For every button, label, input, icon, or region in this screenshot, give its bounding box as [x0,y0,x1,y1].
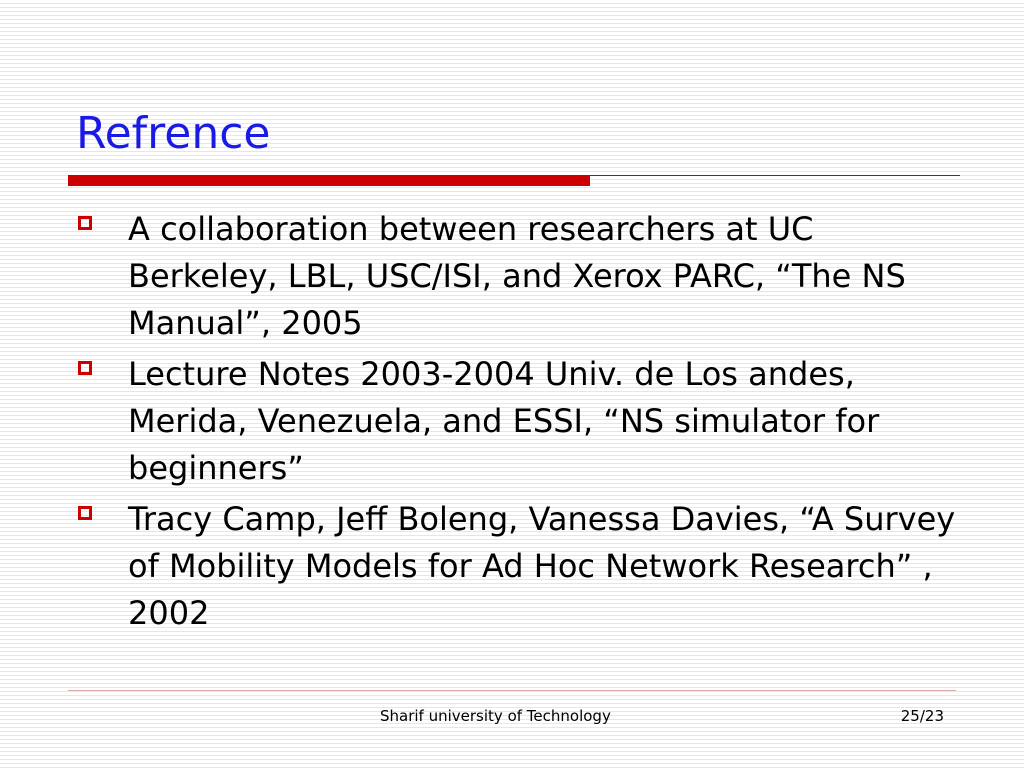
hollow-square-bullet-icon [78,361,92,375]
reference-text: A collaboration between researchers at UC Berkeley, LBL, USC/ISI, and Xerox PARC, “The NS Manual”, 2005 [128,210,906,342]
hollow-square-bullet-icon [78,506,92,520]
reference-text: Lecture Notes 2003-2004 Univ. de Los andes, Merida, Venezuela, and ESSI, “NS simulator for beginners” [128,355,880,487]
reference-item [76,496,956,637]
footer-institution: Sharif university of Technology [380,707,611,725]
reference-item [76,206,956,347]
footer-divider [68,690,956,691]
title-underline-thick [68,175,590,186]
footer-page-number: 25/23 [900,707,944,725]
reference-list [76,206,956,641]
slide-title: Refrence [76,108,271,159]
reference-item [76,351,956,492]
hollow-square-bullet-icon [78,216,92,230]
title-underline-thin [590,175,960,176]
reference-text: Tracy Camp, Jeff Boleng, Vanessa Davies, “A Survey of Mobility Models for Ad Hoc Network Research” , 2002 [128,500,956,632]
